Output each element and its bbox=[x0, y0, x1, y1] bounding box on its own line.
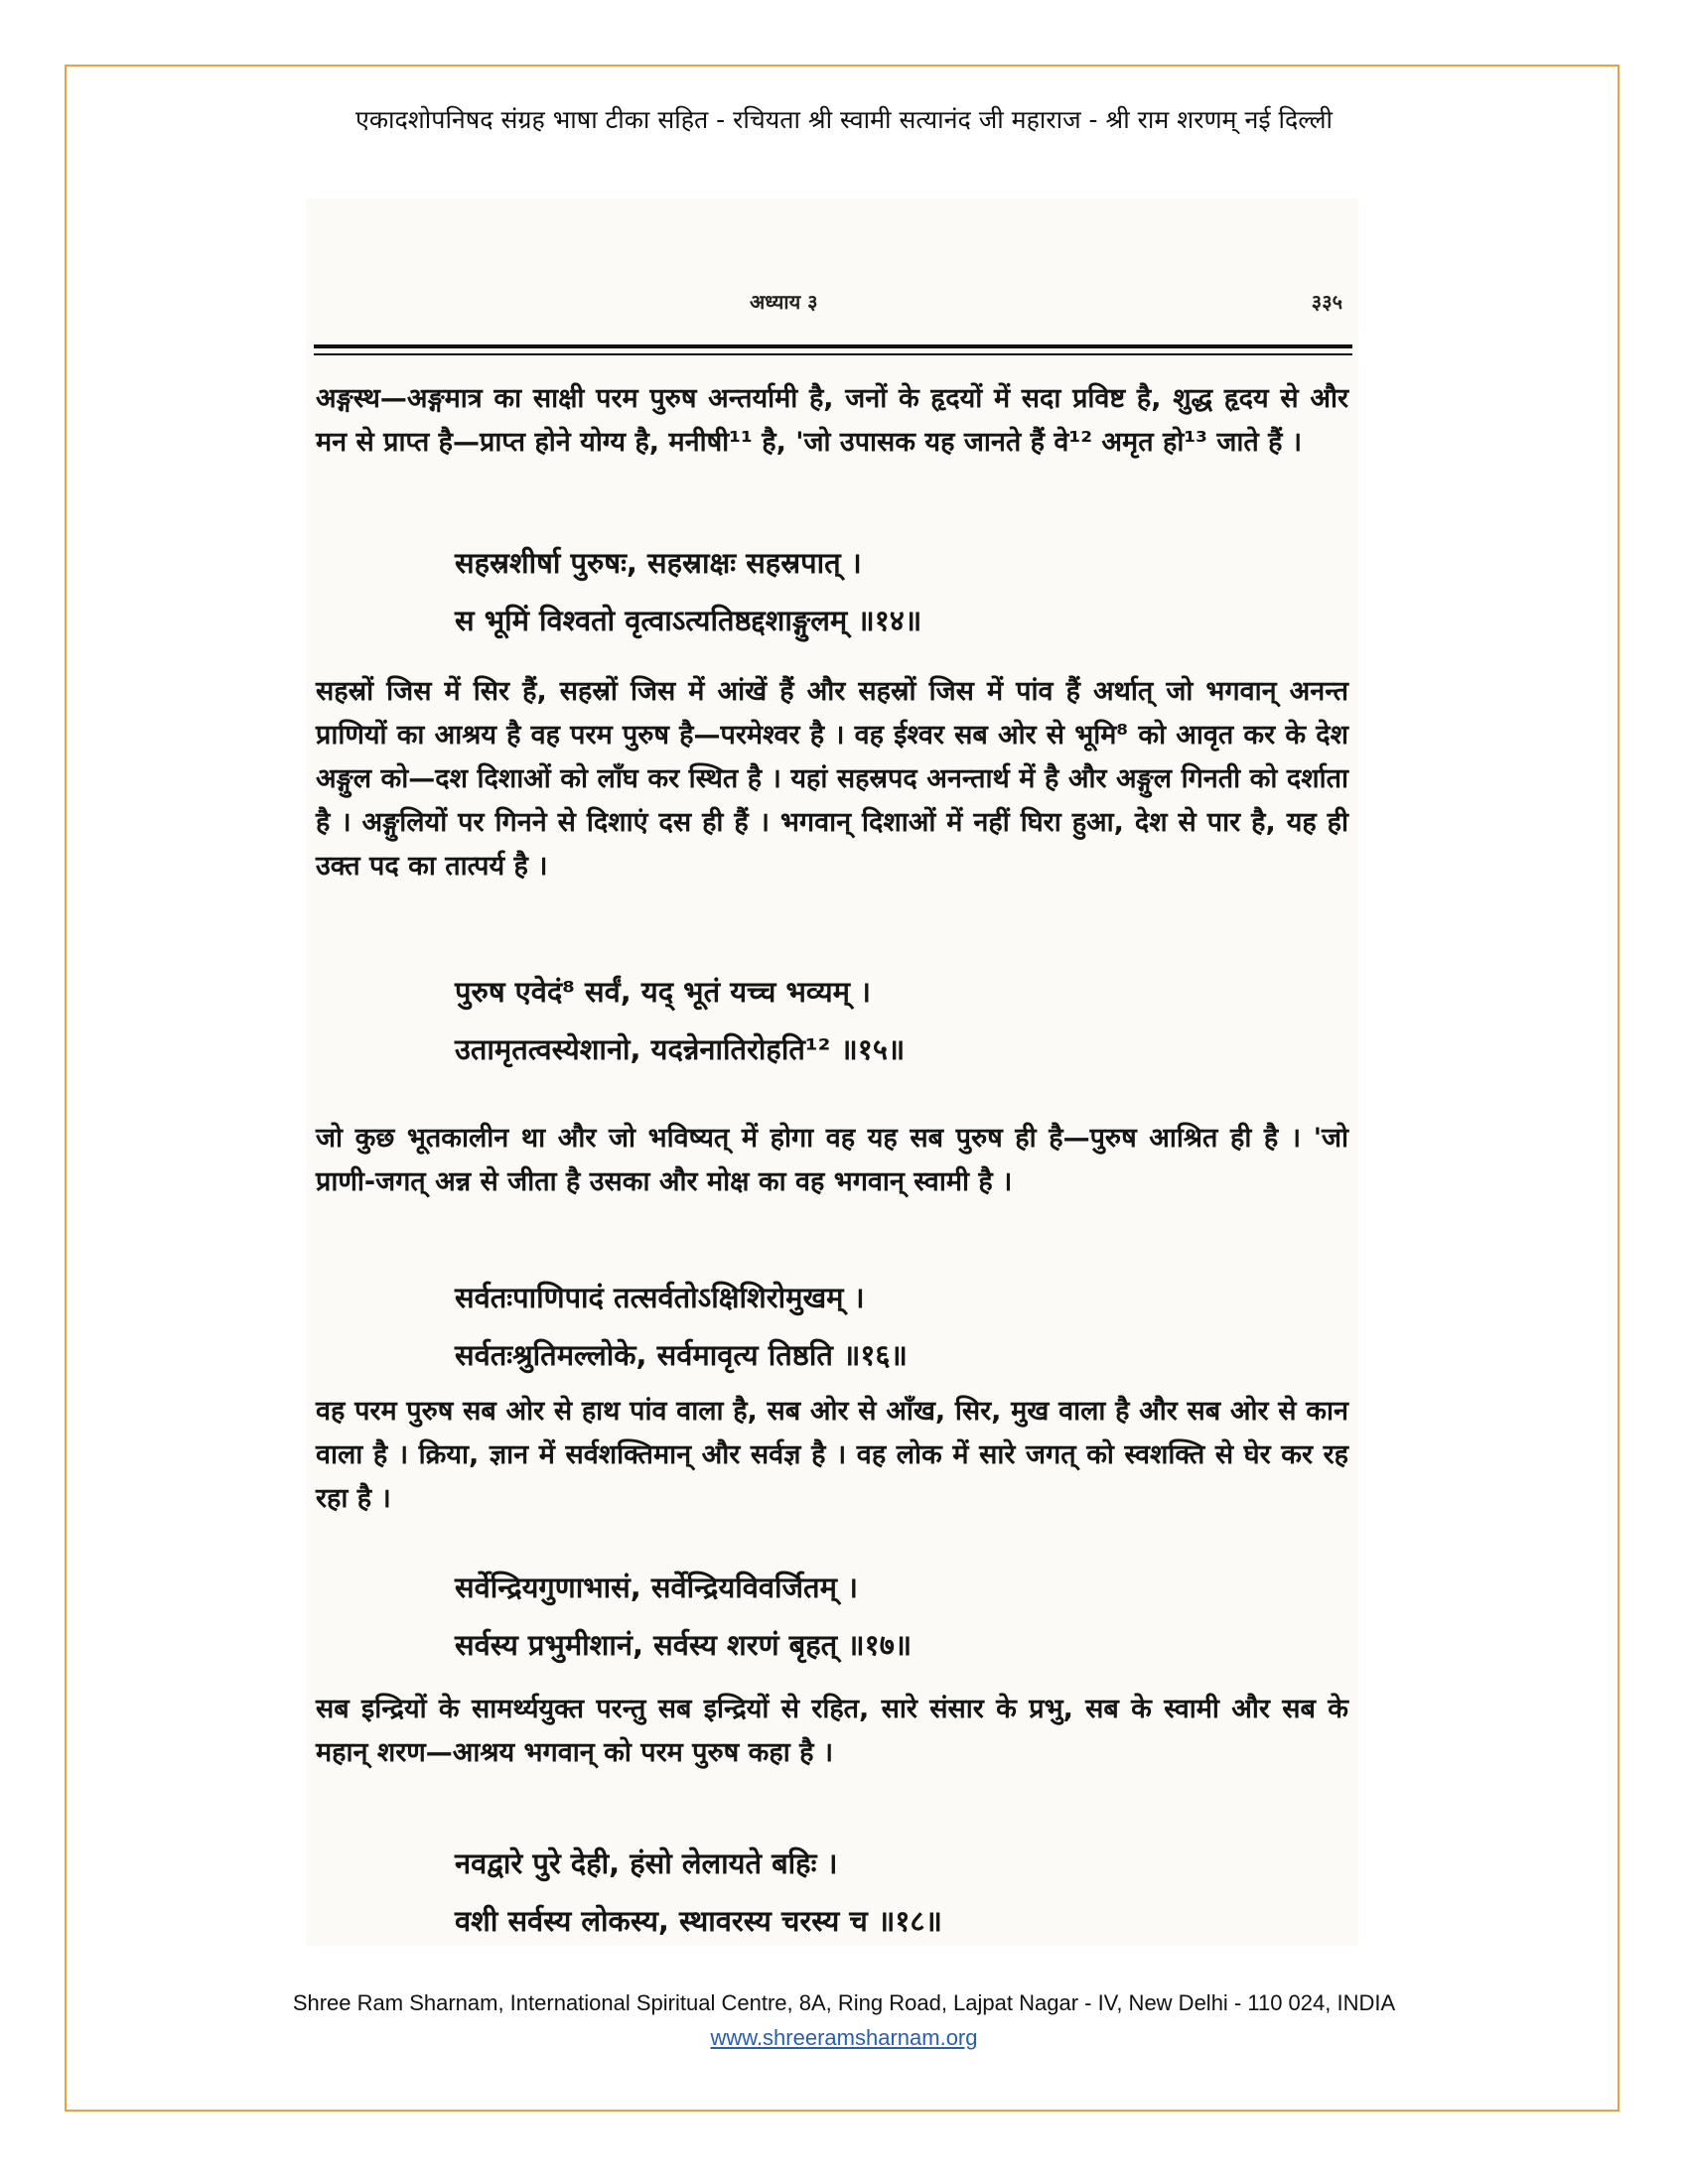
verse-17-line-1: सर्वेन्द्रियगुणाभासं, सर्वेन्द्रियविवर्जितम् । bbox=[455, 1570, 859, 1604]
verse-14-line-1: सहस्रशीर्षा पुरुषः, सहस्राक्षः सहस्रपात् । bbox=[455, 546, 862, 580]
verse-17 bbox=[316, 1559, 1348, 1674]
commentary-paragraph-16: वह परम पुरुष सब ओर से हाथ पांव वाला है, सब ओर से आँख, सिर, मुख वाला है और सब ओर से कान वाला है । क्रिया, ज्ञान में सर्वशक्तिमान् और सर्वज्ञ है । वह लोक में सारे जगत् को स्वशक्ति से घेर कर रह रहा है । bbox=[316, 1396, 1348, 1514]
commentary-paragraph-17: सब इन्द्रियों के सामर्थ्ययुक्त परन्तु सब इन्द्रियों से रहित, सारे संसार के प्रभु, सब के स्वामी और सब के महान् शरण—आश्रय भगवान् को परम पुरुष कहा है । bbox=[316, 1694, 1348, 1768]
page-header-title: एकादशोपनिषद संग्रह भाषा टीका सहित - रचियता श्री स्वामी सत्यानंद जी महाराज - श्री राम शरणम् नई दिल्ली bbox=[355, 105, 1333, 134]
running-head bbox=[308, 288, 1350, 328]
website-link[interactable]: www.shreeramsharnam.org bbox=[710, 2025, 978, 2050]
verse-14-line-2: स भूमिं विश्वतो वृत्वाऽत्यतिष्ठद्दशाङ्गुलम् ॥१४॥ bbox=[455, 604, 922, 637]
verse-15-line-1: पुरुष एवेदं⁸ सर्वं, यद् भूतं यच्च भव्यम् । bbox=[455, 975, 872, 1009]
page-number: ३३५ bbox=[1311, 290, 1342, 314]
commentary-paragraph-14: सहस्रों जिस में सिर हैं, सहस्रों जिस में आंखें हैं और सहस्रों जिस में पांव हैं अर्थात् जो भगवान् अनन्त प्राणियों का आश्रय है वह परम पुरुष है—परमेश्वर है । वह ईश्वर सब ओर से भूमि⁸ को आवृत कर के देश अङ्गुल को—दश दिशाओं को लाँघ कर स्थित है । यहां सहस्रपद अनन्तार्थ में है और अङ्गुल गिनती को दर्शाता है । अङ्गुलियों पर गिनने से दिशाएं दस ही हैं । भगवान् दिशाओं में नहीं घिरा हुआ, देश से पार है, यह ही उक्त पद का तात्पर्य है । bbox=[316, 676, 1348, 882]
verse-16 bbox=[316, 1269, 1348, 1384]
verse-15 bbox=[316, 963, 1348, 1078]
verse-15-line-2: उतामृतत्वस्येशानो, यदन्नेनातिरोहति¹² ॥१५॥ bbox=[455, 1032, 906, 1066]
verse-17-line-2: सर्वस्य प्रभुमीशानं, सर्वस्य शरणं बृहत् ॥१७॥ bbox=[455, 1628, 913, 1662]
verse-16-line-1: सर्वतःपाणिपादं तत्सर्वतोऽक्षिशिरोमुखम् । bbox=[455, 1281, 865, 1314]
footer-address: Shree Ram Sharnam, International Spiritual Centre, 8A, Ring Road, Lajpat Nagar - IV, New Delhi - 110 024, INDIA bbox=[292, 1990, 1396, 2015]
commentary-paragraph-15: जो कुछ भूतकालीन था और जो भविष्यत् में होगा वह यह सब पुरुष ही है—पुरुष आश्रित ही है । 'जो प्राणी-जगत् अन्न से जीता है उसका और मोक्ष का वह भगवान् स्वामी है । bbox=[316, 1123, 1348, 1197]
verse-18-line-1: नवद्वारे पुरे देही, हंसो लेलायते बहिः । bbox=[455, 1846, 838, 1880]
verse-18 bbox=[316, 1835, 1348, 1950]
verse-18-line-2: वशी सर्वस्य लोकस्य, स्थावरस्य चरस्य च ॥१८॥ bbox=[455, 1904, 942, 1938]
verse-16-line-2: सर्वतःश्रुतिमल्लोके, सर्वमावृत्य तिष्ठति ॥१६॥ bbox=[455, 1338, 908, 1372]
verse-14 bbox=[316, 534, 1348, 649]
header-rule-thin bbox=[314, 353, 1352, 355]
commentary-paragraph-13: अङ्गस्थ—अङ्गमात्र का साक्षी परम पुरुष अन्तर्यामी है, जनों के हृदयों में सदा प्रविष्ट है, शुद्ध हृदय से और मन से प्राप्त है—प्राप्त होने योग्य है, मनीषी¹¹ है, 'जो उपासक यह जानते हैं वे¹² अमृत हो¹³ जाते हैं । bbox=[316, 383, 1348, 458]
chapter-label: अध्याय ३ bbox=[750, 290, 818, 314]
header-rule-thick bbox=[314, 344, 1352, 348]
